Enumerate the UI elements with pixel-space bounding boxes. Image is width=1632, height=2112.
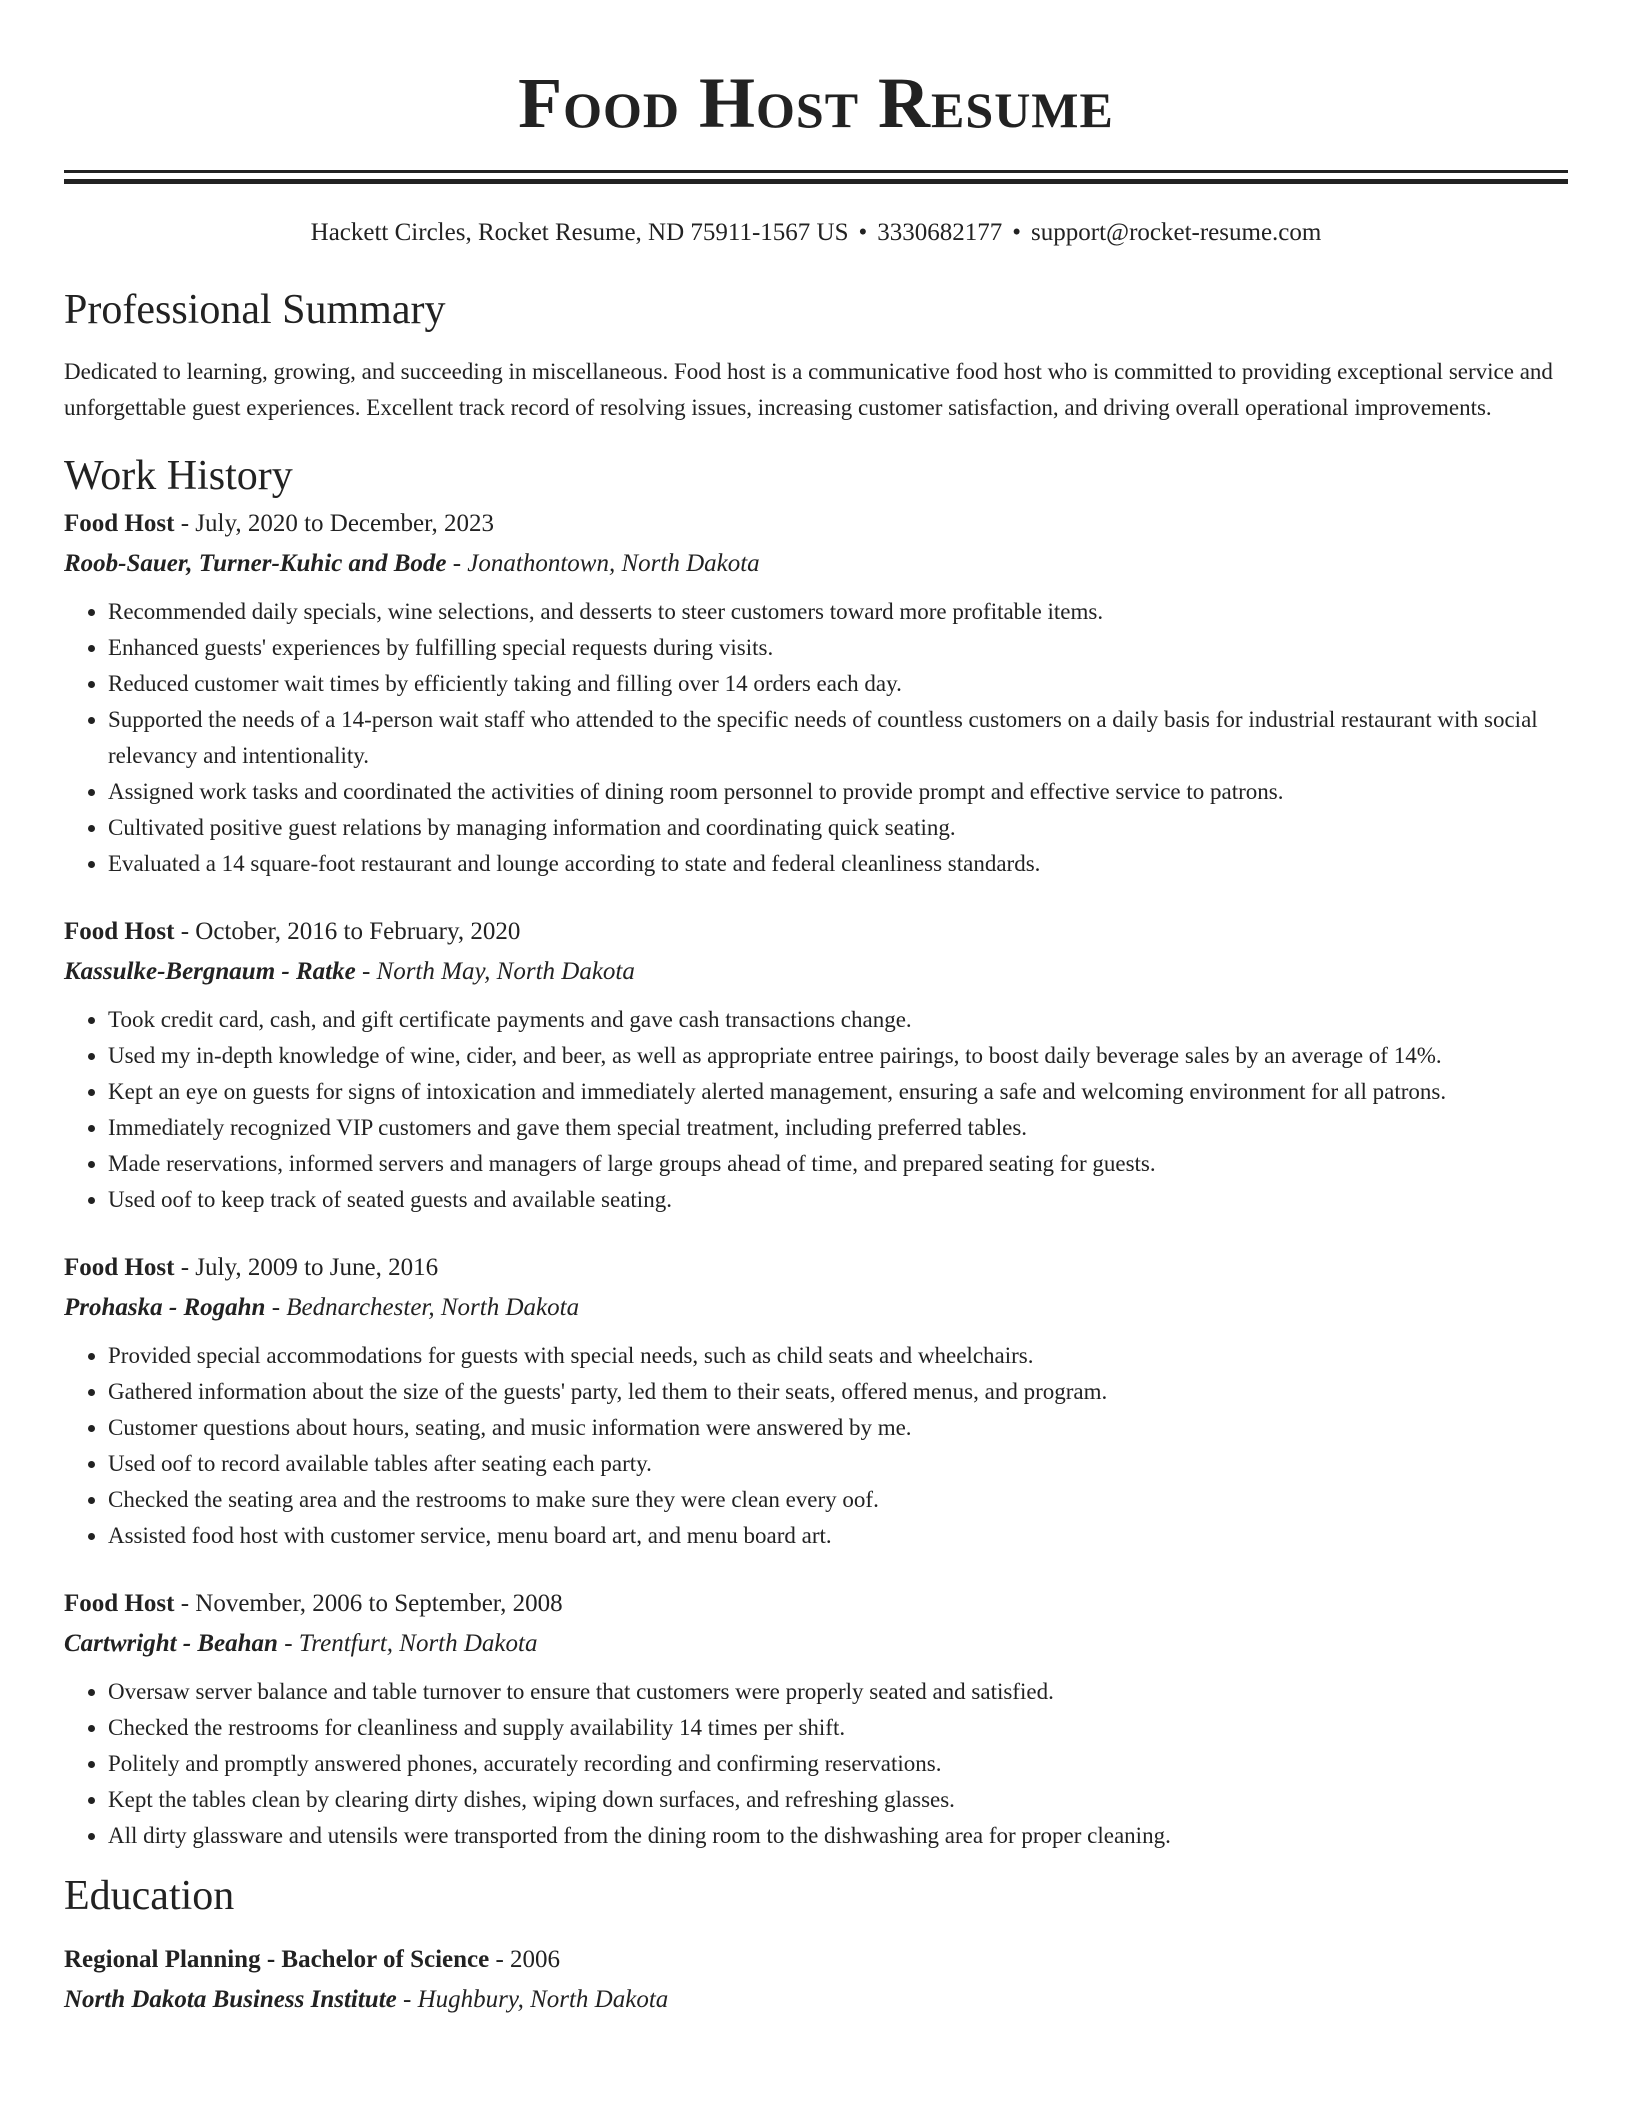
job-dates: - November, 2006 to September, 2008 <box>174 1590 563 1617</box>
job-bullet: • Used oof to keep track of seated guests and available seating. <box>108 1182 1568 1218</box>
job-company-line <box>64 1624 1568 1664</box>
contact-line <box>64 216 1568 250</box>
job-bullet-list <box>64 1674 1568 1854</box>
job-entry <box>64 1584 1568 1854</box>
education-year: - 2006 <box>489 1946 561 1973</box>
contact-phone: 3330682177 <box>877 219 1003 246</box>
work-history-heading: Work History <box>64 453 293 499</box>
job-company: Roob-Sauer, Turner-Kuhic and Bode <box>64 550 447 577</box>
job-title-line <box>64 1248 1568 1288</box>
job-bullet: • Evaluated a 14 square-foot restaurant and lounge according to state and federal cleanliness standards. <box>108 846 1568 882</box>
job-role: Food Host <box>64 1590 175 1617</box>
job-bullet: • Immediately recognized VIP customers and gave them special treatment, including preferred tables. <box>108 1110 1568 1146</box>
job-role: Food Host <box>64 1254 175 1281</box>
summary-text: Dedicated to learning, growing, and succeeding in miscellaneous. Food host is a communicative food host who is committed to providing exceptional service and unforgettable guest experiences. Excellent track record of resolving issues, increasing customer satisfaction, and driving overall operational improvements. <box>64 359 1553 420</box>
job-bullet: • Oversaw server balance and table turnover to ensure that customers were properly seated and satisfied. <box>108 1674 1568 1710</box>
job-location: - Jonathontown, North Dakota <box>446 550 760 577</box>
job-bullet: • Politely and promptly answered phones, accurately recording and confirming reservations. <box>108 1746 1568 1782</box>
job-bullet: • Cultivated positive guest relations by managing information and coordinating quick seating. <box>108 810 1568 846</box>
contact-email[interactable]: support@rocket-resume.com <box>1031 219 1322 246</box>
job-role: Food Host <box>64 918 175 945</box>
job-bullet-list <box>64 1002 1568 1218</box>
summary-heading: Professional Summary <box>64 287 446 333</box>
education-school-line <box>64 1980 1568 2020</box>
job-dates: - July, 2020 to December, 2023 <box>174 510 494 537</box>
job-bullet: • Gathered information about the size of the guests' party, led them to their seats, offered menus, and program. <box>108 1374 1568 1410</box>
job-title-line <box>64 504 1568 544</box>
job-spacer <box>64 1218 1568 1248</box>
education-location: - Hughbury, North Dakota <box>396 1986 669 2013</box>
job-bullet: • Reduced customer wait times by efficiently taking and filling over 14 orders each day. <box>108 666 1568 702</box>
job-bullet: • Customer questions about hours, seating, and music information were answered by me. <box>108 1410 1568 1446</box>
job-bullet: • Used my in-depth knowledge of wine, cider, and beer, as well as appropriate entree pairings, to boost daily beverage sales by an average of 14%. <box>108 1038 1568 1074</box>
job-company-line <box>64 1288 1568 1328</box>
job-bullet: • Assisted food host with customer service, menu board art, and menu board art. <box>108 1518 1568 1554</box>
job-bullet-list <box>64 1338 1568 1554</box>
job-bullet: • Used oof to record available tables after seating each party. <box>108 1446 1568 1482</box>
job-entry <box>64 912 1568 1218</box>
job-bullet: • Kept the tables clean by clearing dirty dishes, wiping down surfaces, and refreshing glasses. <box>108 1782 1568 1818</box>
job-company: Prohaska - Rogahn <box>64 1294 266 1321</box>
title-rule-top <box>64 170 1568 173</box>
job-bullet: • Enhanced guests' experiences by fulfilling special requests during visits. <box>108 630 1568 666</box>
job-bullet: • Assigned work tasks and coordinated the activities of dining room personnel to provide prompt and effective service to patrons. <box>108 774 1568 810</box>
job-company: Kassulke-Bergnaum - Ratke <box>64 958 356 985</box>
job-bullet: • Recommended daily specials, wine selections, and desserts to steer customers toward more profitable items. <box>108 594 1568 630</box>
resume-page <box>64 0 1568 2020</box>
contact-separator: • <box>858 219 868 246</box>
job-company-line <box>64 952 1568 992</box>
job-dates: - October, 2016 to February, 2020 <box>174 918 521 945</box>
job-bullet: • Made reservations, informed servers and managers of large groups ahead of time, and prepared seating for guests. <box>108 1146 1568 1182</box>
job-bullet: • Checked the restrooms for cleanliness and supply availability 14 times per shift. <box>108 1710 1568 1746</box>
job-company-line <box>64 544 1568 584</box>
education-school: North Dakota Business Institute <box>64 1986 397 2013</box>
job-dates: - July, 2009 to June, 2016 <box>174 1254 439 1281</box>
contact-address: Hackett Circles, Rocket Resume, ND 75911-1567 US <box>310 219 849 246</box>
work-history-list <box>64 504 1568 1854</box>
job-location: - Trentfurt, North Dakota <box>277 1630 538 1657</box>
job-location: - Bednarchester, North Dakota <box>265 1294 580 1321</box>
job-bullet: • Took credit card, cash, and gift certificate payments and gave cash transactions change. <box>108 1002 1568 1038</box>
job-spacer <box>64 1554 1568 1584</box>
job-bullet: • Checked the seating area and the restrooms to make sure they were clean every oof. <box>108 1482 1568 1518</box>
job-spacer <box>64 882 1568 912</box>
job-role: Food Host <box>64 510 175 537</box>
title-rule-bottom <box>64 179 1568 184</box>
job-location: - North May, North Dakota <box>355 958 635 985</box>
job-bullet-list <box>64 594 1568 882</box>
job-entry <box>64 1248 1568 1554</box>
job-title-line <box>64 1584 1568 1624</box>
job-bullet: • All dirty glassware and utensils were transported from the dining room to the dishwashing area for proper cleaning. <box>108 1818 1568 1854</box>
education-degree: Regional Planning - Bachelor of Science <box>64 1946 490 1973</box>
job-bullet: • Kept an eye on guests for signs of intoxication and immediately alerted management, ensuring a safe and welcoming environment for all patrons. <box>108 1074 1568 1110</box>
education-heading: Education <box>64 1873 235 1919</box>
education-degree-line <box>64 1940 1568 1980</box>
page-title: Food Host Resume <box>518 63 1114 143</box>
job-company: Cartwright - Beahan <box>64 1630 278 1657</box>
job-title-line <box>64 912 1568 952</box>
contact-separator: • <box>1012 219 1022 246</box>
job-bullet: • Supported the needs of a 14-person wait staff who attended to the specific needs of countless customers on a daily basis for industrial restaurant with social relevancy and intentionality. <box>108 702 1568 774</box>
job-bullet: • Provided special accommodations for guests with special needs, such as child seats and wheelchairs. <box>108 1338 1568 1374</box>
job-entry <box>64 504 1568 882</box>
